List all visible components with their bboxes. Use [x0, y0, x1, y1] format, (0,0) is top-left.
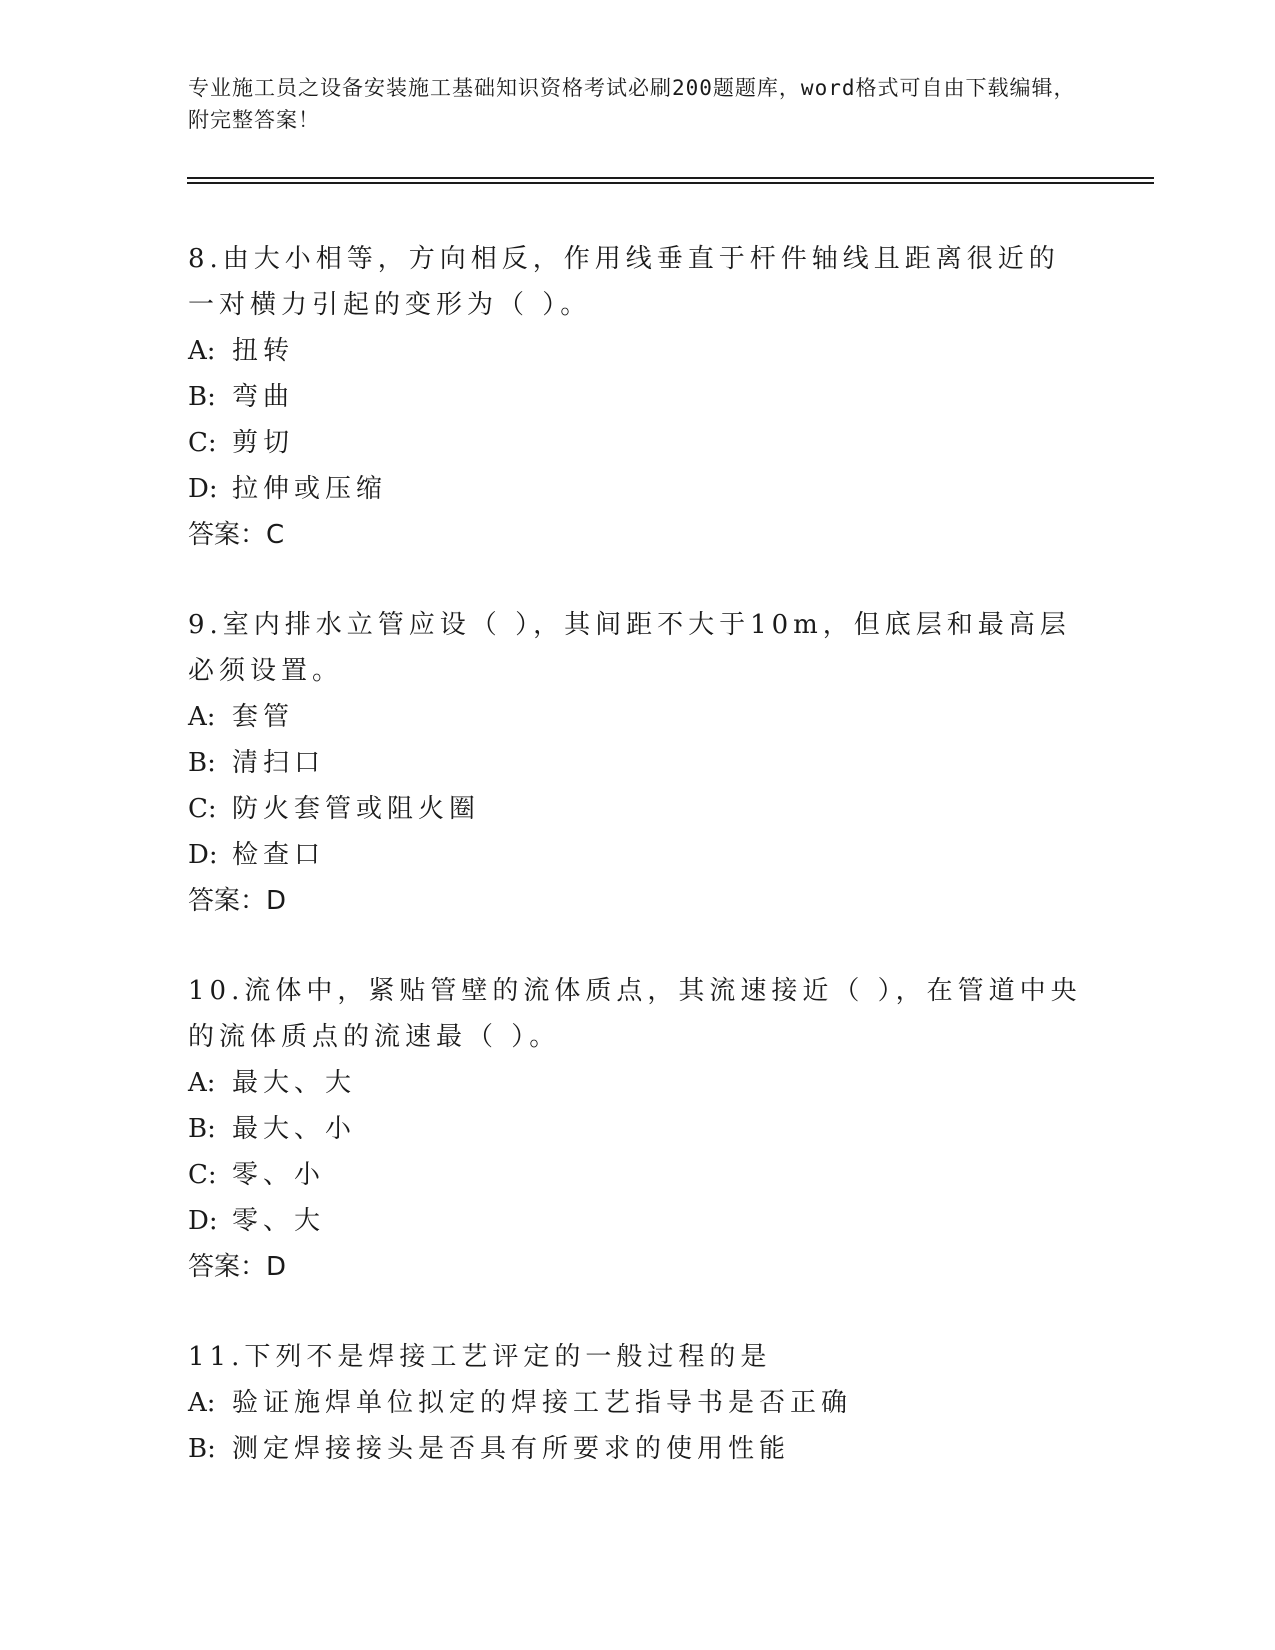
- option-a: [188, 1060, 1088, 1106]
- option-c: [188, 786, 1088, 832]
- question-stem: 9.室内排水立管应设（ ），其间距不大于10m，但底层和最高层必须设置。: [188, 610, 1071, 686]
- document-header: 专业施工员之设备安装施工基础知识资格考试必刷200题题库，word格式可自由下载编辑，附完整答案！: [188, 76, 1076, 132]
- option-text: 清扫口: [232, 748, 326, 778]
- question-list: [188, 236, 1088, 1516]
- option-a: [188, 328, 1088, 374]
- option-text: 验证施焊单位拟定的焊接工艺指导书是否正确: [232, 1388, 853, 1418]
- question-10: [188, 968, 1088, 1290]
- option-letter: B:: [188, 748, 216, 778]
- answer-line: 答案：D: [188, 886, 287, 916]
- option-letter: C:: [188, 428, 217, 458]
- option-letter: A:: [188, 1388, 216, 1418]
- answer-line: 答案：D: [188, 1252, 287, 1282]
- option-b: [188, 740, 1088, 786]
- option-text: 检查口: [232, 840, 326, 870]
- option-letter: B:: [188, 1434, 216, 1464]
- option-letter: A:: [188, 1068, 216, 1098]
- option-letter: B:: [188, 382, 216, 412]
- option-text: 弯曲: [232, 382, 295, 412]
- option-letter: C:: [188, 794, 217, 824]
- question-11: [188, 1334, 1088, 1472]
- option-letter: D:: [188, 840, 218, 870]
- header-divider-bottom: [187, 182, 1154, 184]
- option-a: [188, 694, 1088, 740]
- option-b: [188, 1426, 1088, 1472]
- option-letter: D:: [188, 474, 218, 504]
- question-stem: 11.下列不是焊接工艺评定的一般过程的是: [188, 1342, 772, 1372]
- option-text: 剪切: [232, 428, 295, 458]
- option-text: 套管: [232, 702, 295, 732]
- option-b: [188, 1106, 1088, 1152]
- option-text: 防火套管或阻火圈: [232, 794, 481, 824]
- option-letter: A:: [188, 336, 216, 366]
- option-text: 拉伸或压缩: [232, 474, 388, 504]
- option-text: 最大、小: [232, 1114, 357, 1144]
- question-stem: 10.流体中，紧贴管壁的流体质点，其流速接近（ ），在管道中央的流体质点的流速最（ ）。: [188, 976, 1082, 1052]
- option-text: 零、大: [232, 1206, 326, 1236]
- question-9: [188, 602, 1088, 924]
- option-text: 测定焊接接头是否具有所要求的使用性能: [232, 1434, 791, 1464]
- option-letter: C:: [188, 1160, 217, 1190]
- option-letter: B:: [188, 1114, 216, 1144]
- option-c: [188, 420, 1088, 466]
- option-text: 零、小: [232, 1160, 326, 1190]
- option-d: [188, 1198, 1088, 1244]
- option-letter: A:: [188, 702, 216, 732]
- question-8: [188, 236, 1088, 558]
- option-text: 最大、大: [232, 1068, 357, 1098]
- option-letter: D:: [188, 1206, 218, 1236]
- question-stem: 8.由大小相等，方向相反，作用线垂直于杆件轴线且距离很近的一对横力引起的变形为（ ）。: [188, 244, 1060, 320]
- option-a: [188, 1380, 1088, 1426]
- header-divider-top: [187, 177, 1154, 179]
- option-text: 扭转: [232, 336, 295, 366]
- option-b: [188, 374, 1088, 420]
- option-c: [188, 1152, 1088, 1198]
- option-d: [188, 832, 1088, 878]
- answer-line: 答案：C: [188, 520, 285, 550]
- option-d: [188, 466, 1088, 512]
